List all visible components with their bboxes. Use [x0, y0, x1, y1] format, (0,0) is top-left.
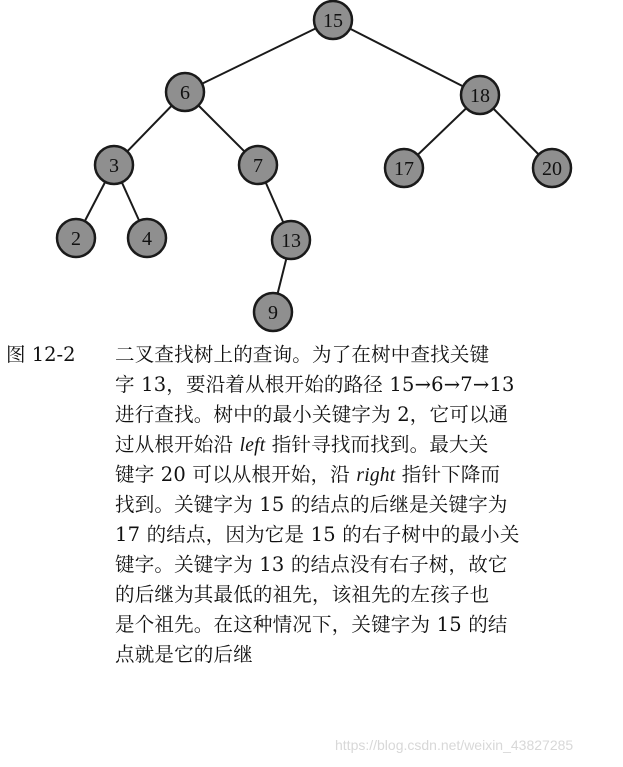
tree-node [461, 76, 499, 114]
tree-node-label: 4 [142, 228, 152, 250]
tree-node [128, 219, 166, 257]
caption-line: 的后继为其最低的祖先，该祖先的左孩子也 [115, 583, 490, 606]
caption-line: 进行查找。树中的最小关键字为 2，它可以通 [115, 403, 509, 426]
caption-line: 找到。关键字为 15 的结点的后继是关键字为 [115, 493, 508, 516]
tree-node [254, 293, 292, 331]
tree-node-label: 2 [71, 228, 81, 250]
tree-node [385, 149, 423, 187]
tree-node [166, 73, 204, 111]
tree-node [95, 146, 133, 184]
tree-node-label: 13 [281, 230, 301, 252]
tree-node-label: 6 [180, 82, 190, 104]
tree-node-label: 9 [268, 302, 278, 324]
caption-line: 17 的结点，因为它是 15 的右子树中的最小关 [115, 523, 520, 546]
tree-node-label: 7 [253, 155, 263, 177]
caption-line: 二叉查找树上的查询。为了在树中查找关键 [115, 343, 490, 366]
tree-node [314, 1, 352, 39]
caption-line: 键字。关键字为 13 的结点没有右子树，故它 [115, 553, 508, 576]
tree-edge [333, 20, 480, 95]
tree-node [272, 221, 310, 259]
tree-node [239, 146, 277, 184]
tree-edges [76, 20, 552, 312]
figure-label: 图 12-2 [6, 343, 76, 366]
caption-line: 点就是它的后继 [115, 643, 253, 666]
tree-node-label: 3 [109, 155, 119, 177]
binary-search-tree-diagram [0, 0, 623, 335]
caption-line: 字 13，要沿着从根开始的路径 15→6→7→13 [115, 373, 515, 396]
tree-node-label: 18 [470, 85, 490, 107]
tree-node [533, 149, 571, 187]
caption-line: 键字 20 可以从根开始，沿 right 指针下降而 [115, 463, 501, 486]
tree-node-label: 17 [394, 158, 414, 180]
tree-node-label: 20 [542, 158, 562, 180]
tree-edge [185, 20, 333, 92]
caption-line: 过从根开始沿 left 指针寻找而找到。最大关 [115, 433, 489, 456]
caption-line: 是个祖先。在这种情况下，关键字为 15 的结 [115, 613, 508, 636]
tree-node [57, 219, 95, 257]
watermark-text: https://blog.csdn.net/weixin_43827285 [335, 737, 574, 753]
tree-nodes [57, 1, 571, 331]
tree-node-label: 15 [323, 10, 343, 32]
